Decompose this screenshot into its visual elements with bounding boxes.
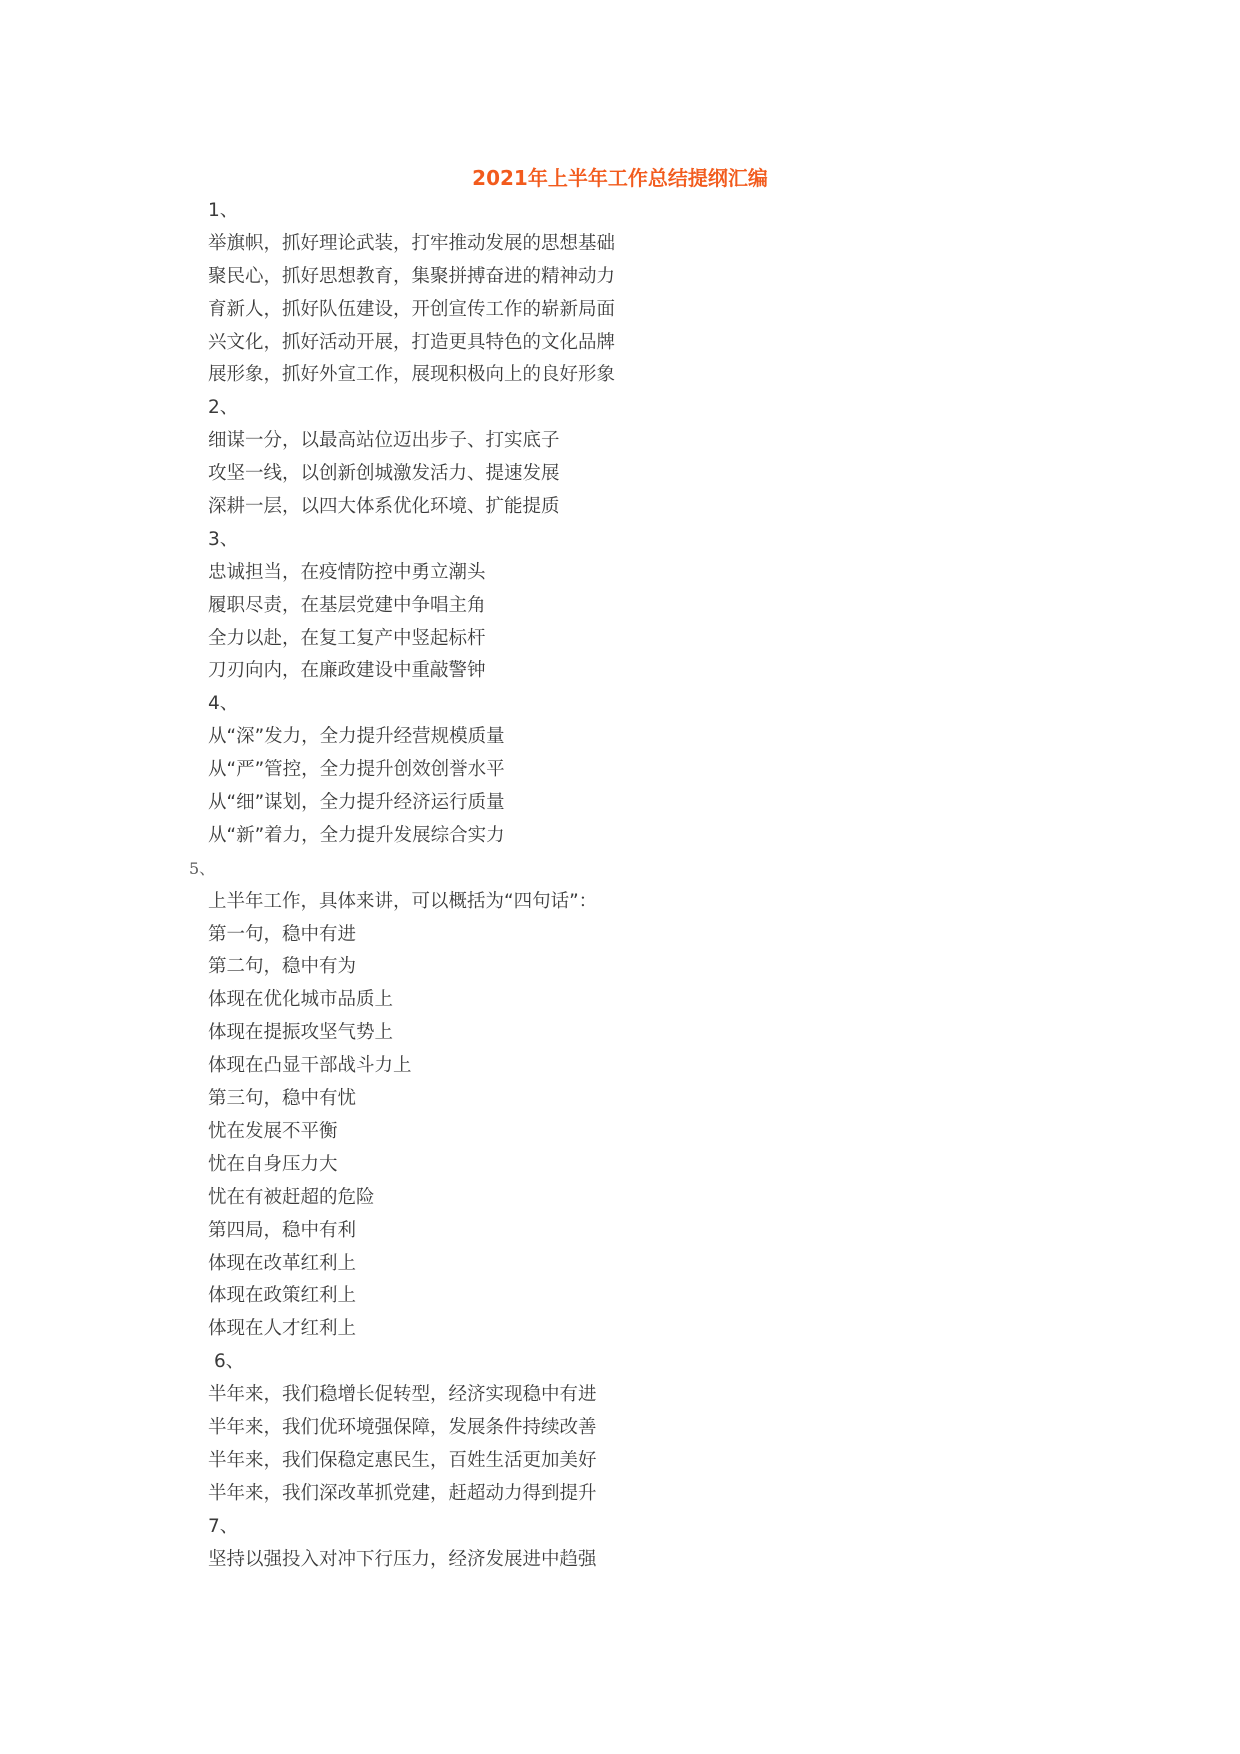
body-line: 体现在凸显干部战斗力上	[208, 1055, 412, 1077]
body-line: 从“严”管控，全力提升创效创誉水平	[208, 759, 505, 781]
body-line: 举旗帜，抓好理论武装，打牢推动发展的思想基础	[208, 232, 616, 254]
body-line: 体现在优化城市品质上	[208, 989, 394, 1011]
body-line: 体现在人才红利上	[208, 1318, 357, 1340]
document-title: 2021年上半年工作总结提纲汇编	[472, 166, 768, 190]
body-line: 上半年工作，具体来讲，可以概括为“四句话”：	[208, 890, 598, 912]
body-line: 从“深”发力，全力提升经营规模质量	[208, 726, 505, 748]
body-line: 全力以赴，在复工复产中竖起标杆	[208, 627, 486, 649]
body-line: 履职尽责，在基层党建中争唱主角	[208, 594, 486, 616]
body-line: 第二句，稳中有为	[208, 956, 357, 978]
body-line: 忠诚担当，在疫情防控中勇立潮头	[208, 561, 486, 583]
body-line: 半年来，我们深改革抓党建，赶超动力得到提升	[208, 1482, 597, 1504]
body-line: 半年来，我们稳增长促转型，经济实现稳中有进	[208, 1384, 597, 1406]
body-line: 从“细”谋划，全力提升经济运行质量	[208, 792, 505, 814]
body-line: 第三句，稳中有忧	[208, 1088, 357, 1110]
body-line: 攻坚一线，以创新创城激发活力、提速发展	[208, 463, 560, 485]
body-line: 半年来，我们保稳定惠民生，百姓生活更加美好	[208, 1449, 597, 1471]
body-line: 深耕一层，以四大体系优化环境、扩能提质	[208, 496, 560, 518]
body-line: 第四局，稳中有利	[208, 1219, 357, 1241]
body-line: 忧在自身压力大	[208, 1153, 338, 1175]
body-line: 忧在发展不平衡	[208, 1120, 338, 1142]
body-line: 第一句，稳中有进	[208, 923, 357, 945]
section-number: 4、	[208, 693, 239, 715]
section-number: 1、	[208, 200, 239, 221]
body-line: 从“新”着力，全力提升发展综合实力	[208, 824, 505, 846]
body-line: 半年来，我们优环境强保障，发展条件持续改善	[208, 1416, 597, 1438]
body-line: 细谋一分，以最高站位迈出步子、打实底子	[208, 430, 560, 452]
section-number: 3、	[208, 528, 239, 550]
body-line: 育新人，抓好队伍建设，开创宣传工作的崭新局面	[208, 298, 616, 320]
body-line: 体现在提振攻坚气势上	[208, 1022, 394, 1044]
body-line: 忧在有被赶超的危险	[208, 1186, 375, 1208]
body-line: 体现在政策红利上	[208, 1285, 357, 1307]
body-line: 聚民心，抓好思想教育，集聚拼搏奋进的精神动力	[208, 265, 616, 287]
body-line: 坚持以强投入对冲下行压力，经济发展进中趋强	[208, 1548, 597, 1570]
body-line: 刀刃向内，在廉政建设中重敲警钟	[208, 660, 486, 682]
section-number: 7、	[208, 1515, 239, 1537]
section-number: 2、	[208, 397, 239, 419]
body-line: 体现在改革红利上	[208, 1252, 357, 1274]
section-number: 5、	[189, 858, 216, 878]
body-line: 兴文化，抓好活动开展，打造更具特色的文化品牌	[208, 331, 616, 353]
section-number: 6、	[214, 1351, 245, 1373]
document-body	[189, 195, 1108, 1576]
body-line: 展形象，抓好外宣工作，展现积极向上的良好形象	[208, 364, 616, 386]
